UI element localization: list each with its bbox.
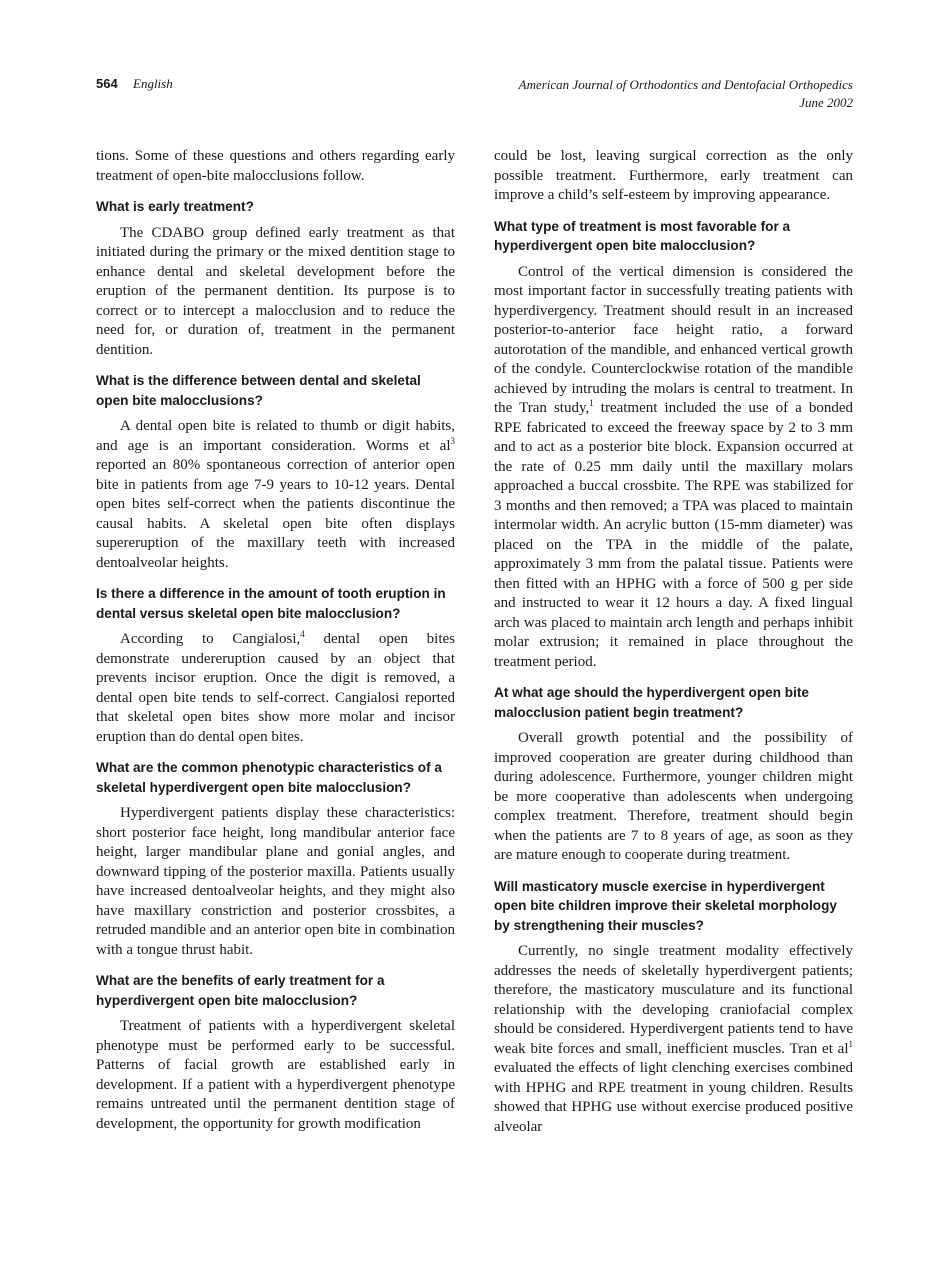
continued-paragraph: tions. Some of these questions and others regarding early treatment of open-bite malocclusions follow. (96, 148, 455, 184)
section-body: Treatment of patients with a hyperdivergent skeletal phenotype must be performed early to be successful. Patterns of facial growth are established early in development. If a patient with a hyperdivergent phenotype remains untreated until the permanent dentition stage of development, the opportunity for growth modification (96, 1018, 455, 1132)
section-heading: What are the common phenotypic characteristics of a skeletal hyperdivergent open bite malocclusion? (96, 760, 442, 795)
continued-paragraph: could be lost, leaving surgical correction as the only possible treatment. Furthermore, early treatment can improve a child’s self-esteem by improving appearance. (494, 148, 853, 203)
section-body: The CDABO group defined early treatment as that initiated during the primary or the mixed dentition stage to enhance dental and skeletal development before the eruption of the permanent dentition. Its purpose is to correct or to intercept a malocclusion and to reduce the need for, or duration of, treatment in the permanent dentition. (96, 224, 455, 358)
running-header (96, 76, 853, 116)
body-text: treatment included the use of a bonded RPE fabricated to exceed the freeway space by 2 to 3 mm and to act as a posterior bite block. Expansion occurred at the rate of 0.25 mm daily until the maxillary molars approached a buccal crossbite. The RPE was stabilized for 3 months and then removed; a TPA was placed to maintain intermolar width. An acrylic button (15-mm diameter) was placed on the TPA in the middle of the palate, approximately 3 mm from the palatal tissue. Patients were then fitted with an HPHG with a force of 500 g per side and instructed to wear it 12 hours a day. A fixed lingual arch was placed to maintain arch length and perhaps inhibit molar extrusion; it remained in place throughout the treatment period. (494, 400, 854, 670)
right-column (494, 147, 853, 1137)
section-label: English (133, 76, 173, 91)
section-heading: At what age should the hyperdivergent open bite malocclusion patient begin treatment? (494, 685, 809, 720)
left-column (96, 147, 455, 1134)
section-body (494, 263, 853, 673)
section-heading: What is early treatment? (96, 199, 254, 214)
reference-marker[interactable]: 1 (848, 1038, 853, 1049)
journal-title: American Journal of Orthodontics and Dentofacial Orthopedics (518, 77, 853, 92)
section-heading: Will masticatory muscle exercise in hyperdivergent open bite children improve their skeletal morphology by strengthening their muscles? (494, 878, 837, 933)
section-body (96, 417, 455, 573)
section-heading: What is the difference between dental and skeletal open bite malocclusions? (96, 373, 421, 408)
section-body: Hyperdivergent patients display these characteristics: short posterior face height, long mandibular anterior face height, larger mandibular plane and gonial angles, and downward tipping of the posterior maxilla. Patients usually have increased dentoalveolar heights, and they might also have maxillary constriction and posterior crossbites, a retruded mandible and an anterior open bite in combination with a tongue thrust habit. (96, 805, 455, 958)
reference-marker[interactable]: 4 (300, 629, 305, 639)
section-body (96, 630, 455, 747)
body-text: Currently, no single treatment modality effectively addresses the needs of skeletally hyperdivergent patients; therefore, the masticatory musculature and its functional relationship with the developing craniofacial complex should be considered. Hyperdivergent patients tend to have weak bite forces and small, inefficient muscles. Tran et al (494, 943, 853, 1057)
journal-info (519, 76, 853, 112)
body-text: A dental open bite is related to thumb or digit habits, and age is an important consideration. Worms et al (96, 418, 455, 454)
body-text: evaluated the effects of light clenching exercises combined with HPHG and RPE treatment in young children. Results showed that HPHG use without exercise produced positive alveolar (494, 1060, 853, 1135)
issue-date: June 2002 (799, 95, 853, 110)
section-heading: What are the benefits of early treatment for a hyperdivergent open bite malocclusion? (96, 973, 385, 1008)
page-number: 564 (96, 76, 118, 91)
section-body: Overall growth potential and the possibility of improved cooperation are greater during childhood than during adolescence. Furthermore, younger children might be more cooperative than adolescents when undergoing complex treatment. Therefore, treatment should begin when the patients are 7 to 8 years of age, as soon as they are mature enough to cooperate during treatment. (494, 730, 853, 863)
body-text: Control of the vertical dimension is considered the most important factor in successfully treating patients with hyperdivergency. Treatment should result in an increased posterior-to-anterior face height ratio, a forward autorotation of the mandible, and enhanced vertical growth of the condyle. Counterclockwise rotation of the mandible achieved by intruding the molars is central to treatment. In the Tran study, (494, 263, 853, 416)
reference-marker[interactable]: 3 (450, 435, 455, 446)
section-heading: Is there a difference in the amount of tooth eruption in dental versus skeletal open bite malocclusion? (96, 586, 446, 621)
body-text: According to Cangialosi, (120, 631, 301, 647)
reference-marker[interactable]: 1 (589, 398, 594, 408)
section-heading: What type of treatment is most favorable for a hyperdivergent open bite malocclusion? (494, 218, 791, 253)
body-text: dental open bites demonstrate undereruption caused by an object that prevents incisor eruption. Once the digit is removed, a dental open bite tends to self-correct. Cangialosi reported that skeletal open bites show more molar and incisor eruption than do dental open bites. (96, 631, 456, 745)
body-text: reported an 80% spontaneous correction of anterior open bite in patients from age 7-9 years to 10-12 years. Dental open bites self-correct when the patients discontinue the causal habits. A skeletal open bite often displays supereruption of the maxillary teeth with increased dentoalveolar heights. (96, 457, 455, 571)
section-body (494, 942, 853, 1137)
